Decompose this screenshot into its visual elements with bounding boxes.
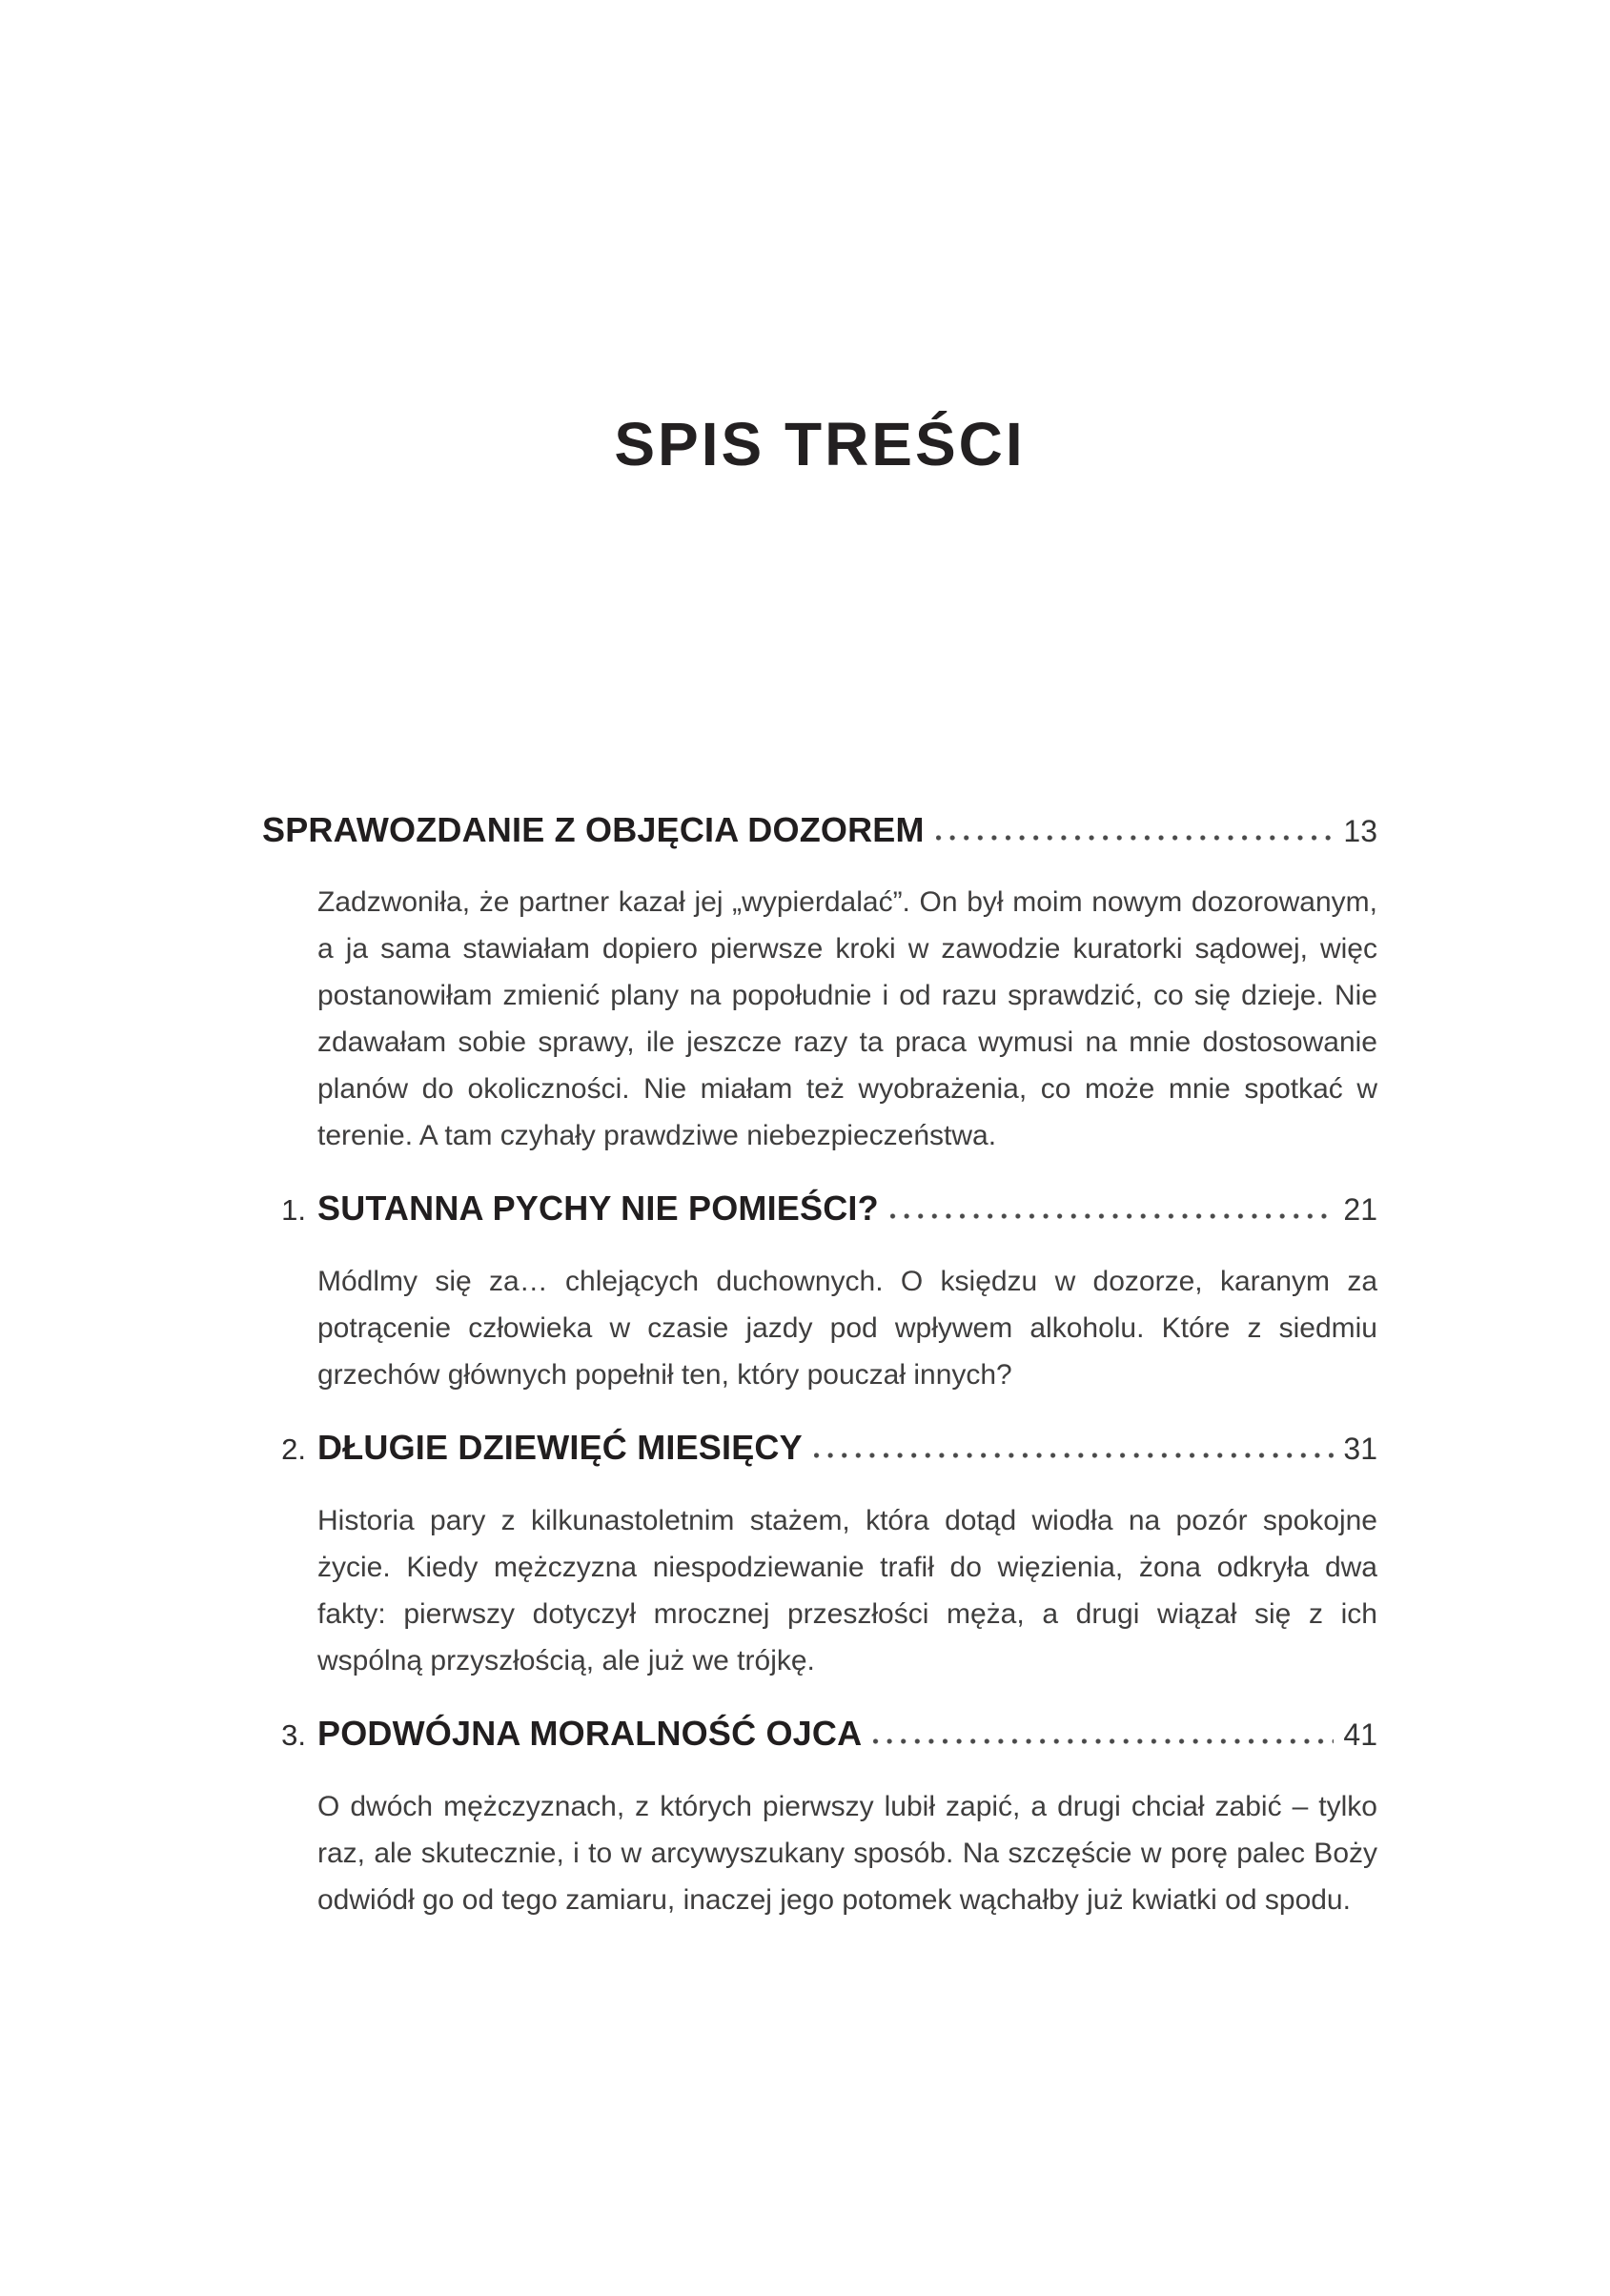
toc-entry-title: SUTANNA PYCHY NIE POMIEŚCI? (317, 1189, 879, 1228)
toc-entry-heading (262, 1187, 1377, 1232)
toc-entry-title: PODWÓJNA MORALNOŚĆ OJCA (317, 1714, 863, 1753)
page-title: SPIS TREŚCI (614, 410, 1026, 478)
toc-entry-description: Zadzwoniła, że partner kazał jej „wypierdalać”. On był moim nowym dozorowanym, a ja sama stawiałam dopiero pierwsze kroki w zawodzie kuratorki sądowej, więc postanowiłam zmienić plany na popołudnie i od razu sprawdzić, co się dzieje. Nie zdawałam sobie sprawy, ile jeszcze razy ta praca wymusi na mnie dostosowanie planów do okoliczności. Nie miałam też wyobrażenia, co może mnie spotkać w terenie. A tam czyhały prawdziwe niebezpieczeństwa. (317, 886, 1377, 1151)
toc-entry (262, 1187, 1377, 1398)
toc-entry (262, 1712, 1377, 1923)
toc-entry-number: 3. (281, 1718, 306, 1752)
toc-entry-heading (262, 1712, 1377, 1758)
toc-entry-number: 1. (281, 1193, 306, 1227)
toc-entry-page-number: 31 (1343, 1432, 1377, 1466)
toc-entry-page-number: 13 (1343, 814, 1377, 848)
toc-entry-heading (262, 1426, 1377, 1472)
toc-entry (262, 1426, 1377, 1684)
toc-entry-description: Historia pary z kilkunastoletnim stażem, która dotąd wiodła na pozór spokojne życie. Kiedy mężczyzna niespodziewanie trafił do więzienia, żona odkryła dwa fakty: pierwszy dotyczył mrocznej przeszłości męża, a drugi wiązał się z ich wspólną przyszłością, ale już we trójkę. (317, 1505, 1377, 1676)
toc-entry-title: DŁUGIE DZIEWIĘĆ MIESIĘCY (317, 1428, 803, 1467)
toc-entry-heading (262, 808, 1377, 853)
dot-leader (814, 1452, 1335, 1459)
toc-entry-description: O dwóch mężczyznach, z których pierwszy lubił zapić, a drugi chciał zabić – tylko raz, ale skutecznie, i to w arcywyszukany sposób. Na szczęście w porę palec Boży odwiódł go od tego zamiaru, inaczej jego potomek wąchałby już kwiatki od spodu. (317, 1791, 1377, 1916)
toc-entry (262, 808, 1377, 1159)
table-of-contents (262, 808, 1377, 1923)
dot-leader (890, 1212, 1335, 1220)
toc-entry-page-number: 21 (1343, 1192, 1377, 1227)
toc-entry-description: Módlmy się za… chlejących duchownych. O księdzu w dozorze, karanym za potrącenie człowieka w czasie jazdy pod wpływem alkoholu. Które z siedmiu grzechów głównych popełnił ten, który pouczał innych? (317, 1266, 1377, 1391)
dot-leader (936, 834, 1335, 842)
toc-entry-number: 2. (281, 1432, 306, 1466)
toc-entry-title: SPRAWOZDANIE Z OBJĘCIA DOZOREM (262, 810, 925, 849)
dot-leader (873, 1737, 1334, 1745)
toc-entry-page-number: 41 (1343, 1717, 1377, 1752)
